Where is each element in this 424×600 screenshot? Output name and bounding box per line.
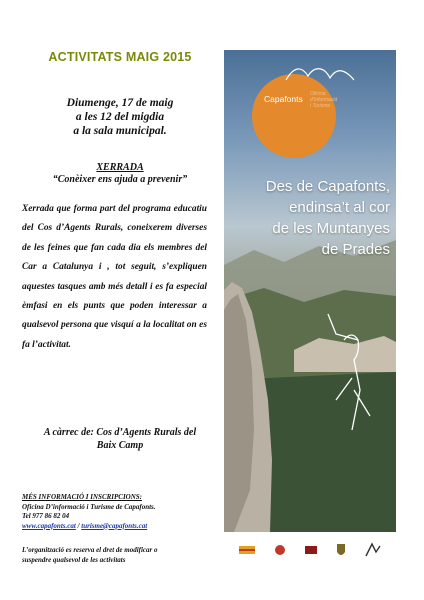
event-time: a les 12 del migdia	[75, 111, 165, 123]
sponsor-logo-5	[364, 542, 382, 558]
sponsor-logo-4	[335, 542, 347, 558]
talk-type: XERRADA	[96, 162, 144, 173]
poster-headline	[224, 176, 390, 260]
office-line-2: d’Informació	[310, 97, 338, 103]
page-title: ACTIVITATS MAIG 2015	[48, 50, 192, 64]
sponsor-logos	[224, 532, 396, 568]
contact-links	[22, 522, 217, 532]
organizer	[30, 426, 210, 452]
headline-line-2: endinsa’t al cor	[289, 199, 390, 216]
email-link[interactable]: turisme@capafonts.cat	[81, 521, 148, 530]
organizer-line-2: Baix Camp	[96, 440, 144, 451]
capafonts-logo	[252, 74, 336, 158]
talk-block	[30, 162, 210, 186]
talk-title: “Conèixer ens ajuda a prevenir”	[52, 174, 188, 185]
contact-heading: MÉS INFORMACIÓ I INSCRIPCIONS:	[22, 493, 143, 501]
sponsor-logo-1	[238, 544, 256, 556]
sponsor-logo-3	[303, 543, 319, 557]
office-label	[310, 91, 370, 109]
poster-image	[224, 50, 396, 568]
contact-phone: Tel 977 86 82 04	[22, 512, 70, 520]
contact-info	[22, 493, 217, 531]
organizer-line-1: A càrrec de: Cos d’Agents Rurals del	[43, 427, 197, 438]
sponsor-logo-2	[273, 543, 287, 557]
mountain-line-icon	[284, 64, 364, 84]
event-date: Diumenge, 17 de maig	[66, 97, 174, 109]
event-place: a la sala municipal.	[73, 125, 167, 137]
disclaimer-line-2: suspendre qualsevol de les activitats	[22, 555, 126, 564]
logo-name: Capafonts	[264, 94, 303, 104]
contact-office: Oficina D’informació i Turisme de Capafonts.	[22, 502, 156, 511]
website-link[interactable]: www.capafonts.cat	[22, 521, 76, 530]
disclaimer	[22, 546, 212, 565]
event-details	[30, 96, 210, 138]
disclaimer-line-1: L’organització es reserva el dret de modificar o	[22, 546, 158, 554]
office-line-1: Oficina	[310, 91, 326, 97]
description: Xerrada que forma part del programa educatiu del Cos d’Agents Rurals, coneixerem diverses de les feines que fan cada dia els membres del Car a Catalunya i , tot seguit, s’expliquen aquestes tasques amb més detall i es fa especial èmfasi en els punts que poden interessar a qualsevol persona que visquí a la localitat on es fa l’activitat.	[22, 204, 207, 350]
headline-line-1: Des de Capafonts,	[265, 178, 390, 195]
headline-line-4: de Prades	[321, 241, 390, 258]
headline-line-3: de les Muntanyes	[272, 220, 390, 237]
link-separator: /	[75, 521, 82, 530]
office-line-3: i Turisme	[310, 103, 331, 109]
